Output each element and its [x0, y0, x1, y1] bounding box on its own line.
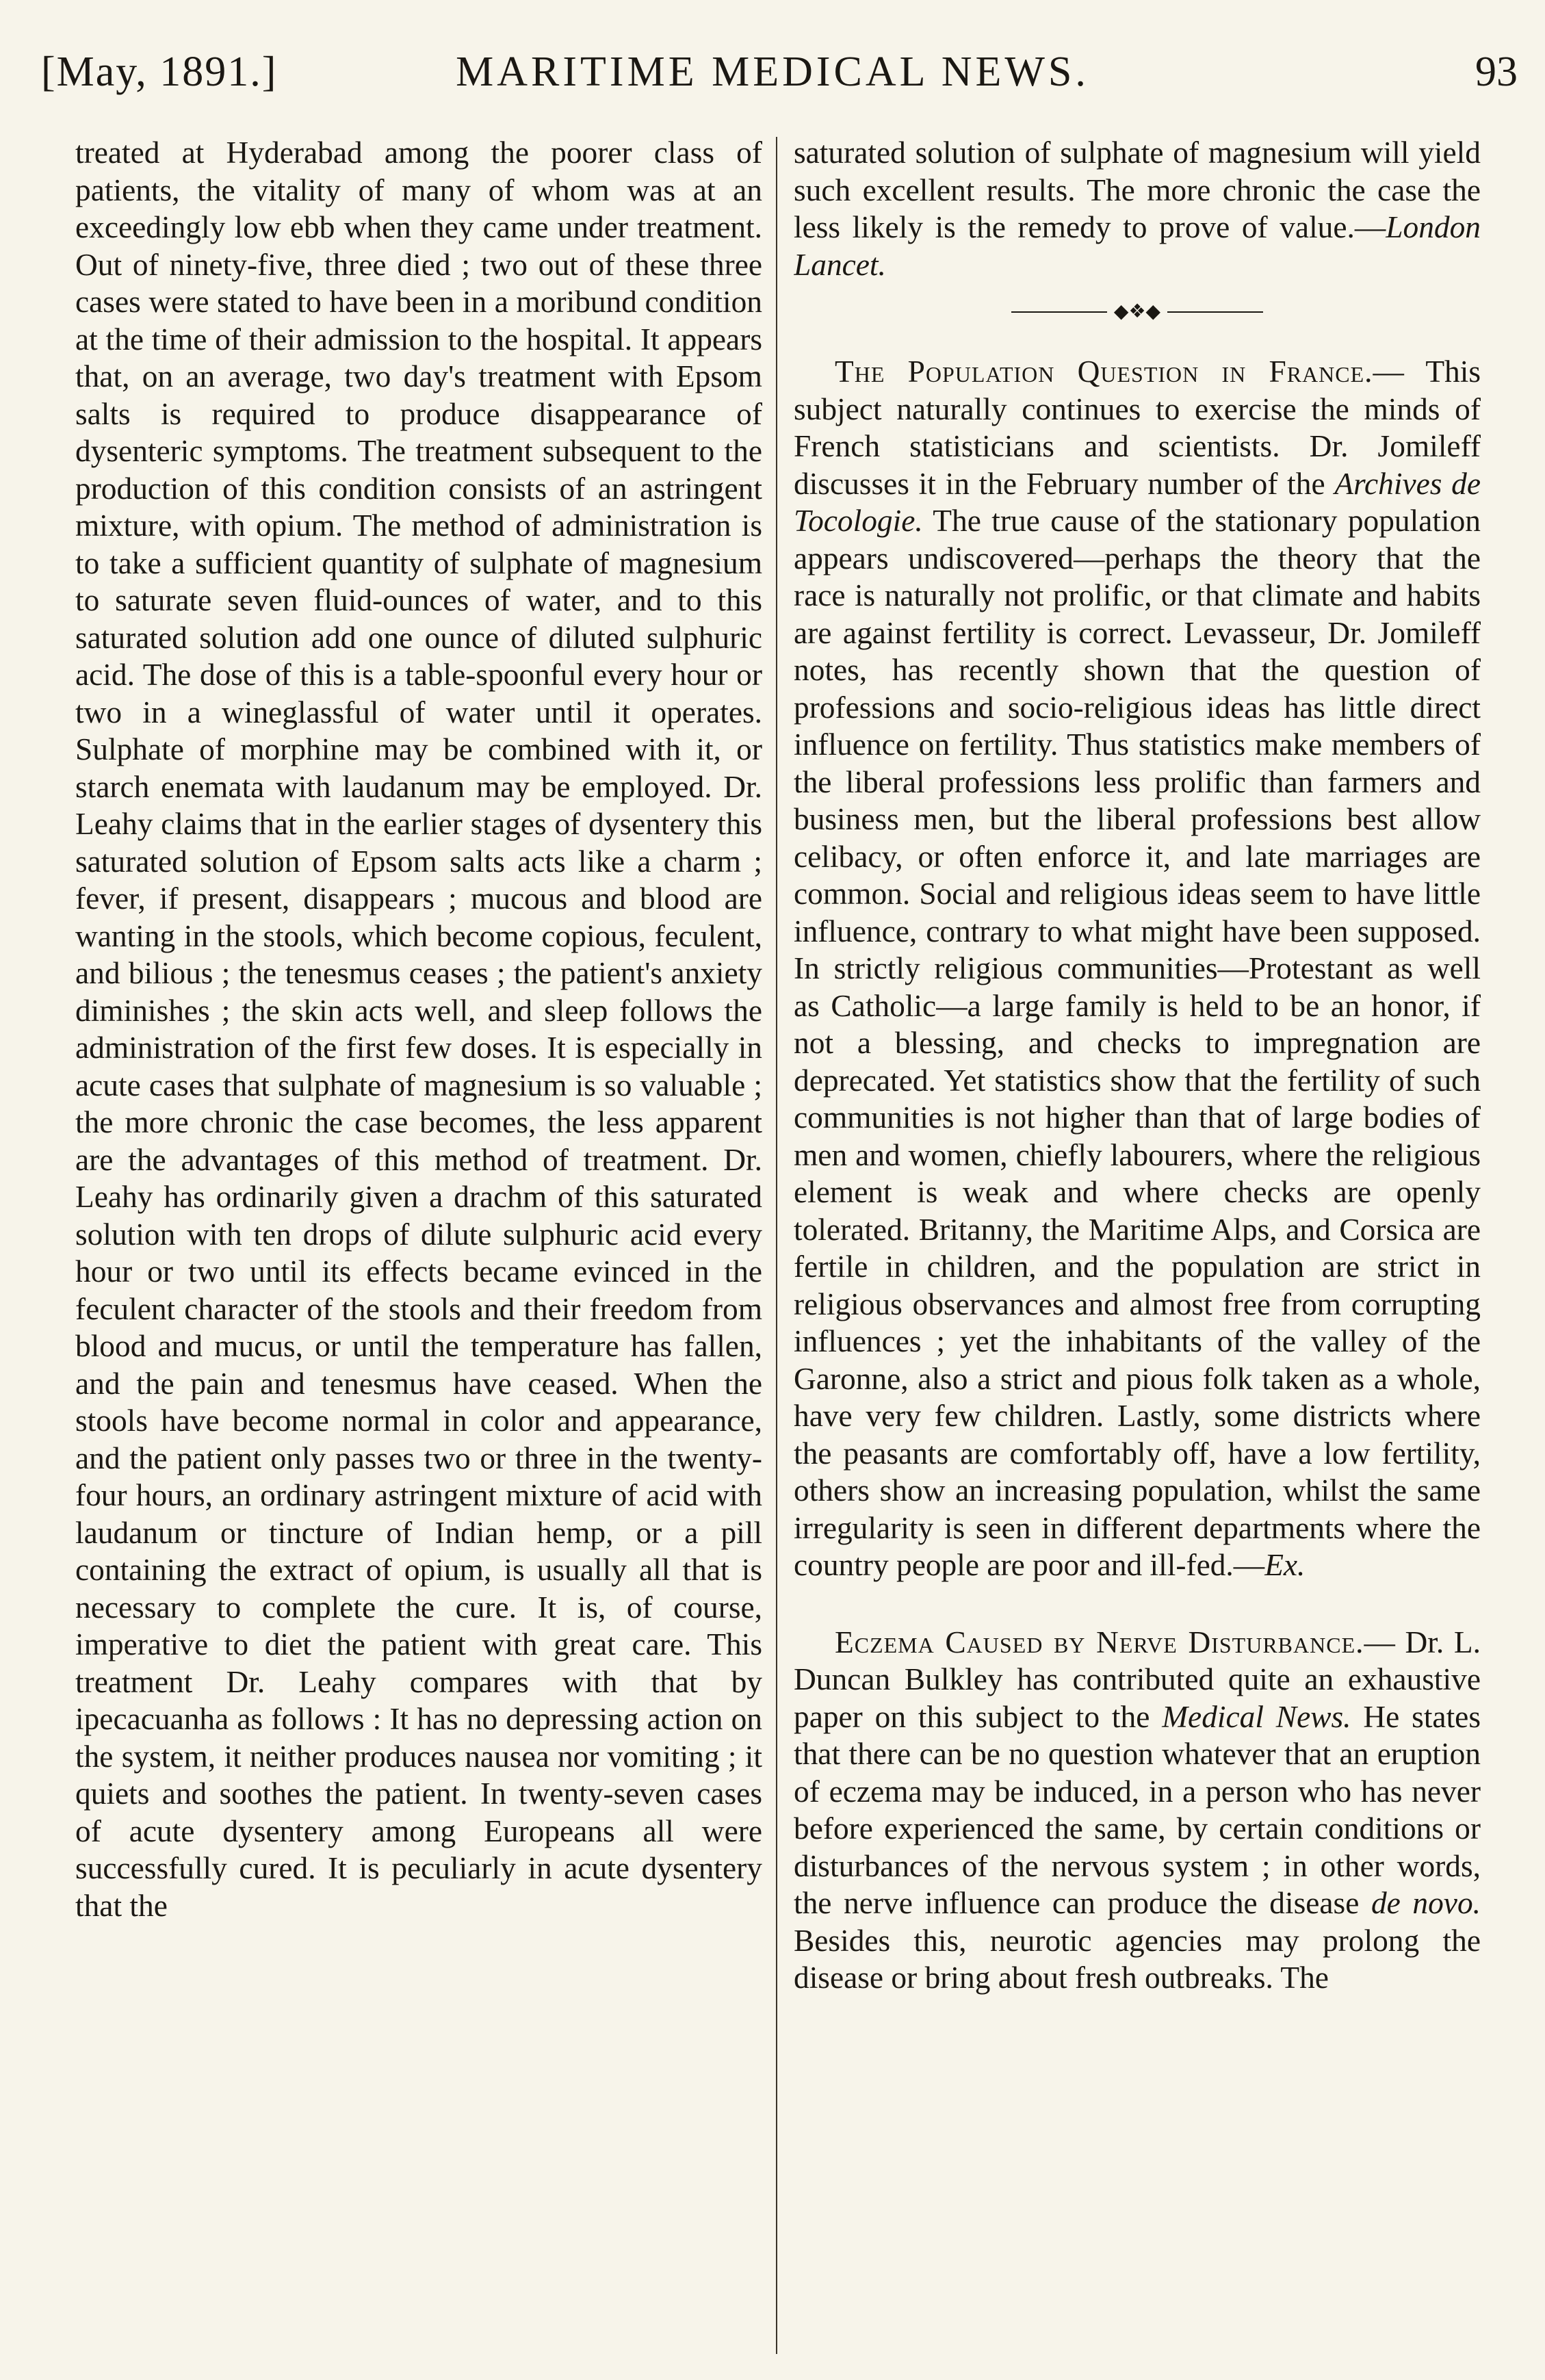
eczema-latin: de novo.	[1371, 1886, 1481, 1920]
eczema-article: Eczema Caused by Nerve Disturbance.— Dr. L. Duncan Bulkley has contributed quite an exhaustive paper on this subject to the Medical News. He states that there can be no question whatever that an eruption of eczema may be induced, in a person who has never before experienced the same, by certain conditions or disturbances of the nervous system ; in other words, the nerve influence can produce the disease de novo. Besides this, neurotic agencies may prolong the disease or bring about fresh outbreaks. The	[794, 1625, 1481, 1995]
eczema-body-a: Dr. L. Duncan Bulkley has contributed quite an exhaustive paper on this subject to the	[794, 1625, 1481, 1734]
column-divider	[776, 137, 777, 2354]
population-body-a: This subject naturally continues to exercise the minds of French statisticians and scientists. Dr. Jomileff discusses it in the February number of the	[794, 354, 1481, 501]
population-journal: Archives de Tocologie.	[794, 466, 1481, 538]
eczema-journal: Medical News.	[1162, 1699, 1351, 1734]
journal-title: MARITIME MEDICAL NEWS.	[456, 49, 1089, 95]
eczema-body-c: Besides this, neurotic agencies may prolong the disease or bring about fresh outbreaks. The	[794, 1923, 1481, 1995]
separator-ornament: ◆❖◆	[1113, 301, 1161, 322]
left-column	[75, 134, 762, 2358]
article-text-left: treated at Hyderabad among the poorer class of patients, the vitality of many of whom was at an exceedingly low ebb when they came under treatment. Out of ninety-five, three died ; two out of these three cases were stated to have been in a moribund condition at the time of their admission to the hospital. It appears that, on an average, two day's treatment with Epsom salts is required to produce disappearance of dysenteric symptoms. The treatment subsequent to the production of this condition consists of an astringent mixture, with opium. The method of administration is to take a sufficient quantity of sulphate of magnesium to saturate seven fluid-ounces of water, and to this saturated solution add one ounce of diluted sulphuric acid. The dose of this is a table-spoonful every hour or two in a wineglassful of water until it operates. Sulphate of morphine may be combined with it, or starch enemata with laudanum may be employed. Dr. Leahy claims that in the earlier stages of dysentery this saturated solution of Epsom salts acts like a charm ; fever, if present, disappears ; mucous and blood are wanting in the stools, which become copious, feculent, and bilious ; the tenesmus ceases ; the patient's anxiety diminishes ; the skin acts well, and sleep follows the administration of the first few doses. It is especially in acute cases that sulphate of magnesium is so valuable ; the more chronic the case becomes, the less apparent are the advantages of this method of treatment. Dr. Leahy has ordinarily given a drachm of this saturated solution with ten drops of dilute sulphuric acid every hour or two until its effects became evinced in the feculent character of the stools and their freedom from blood and mucus, or until the temperature has fallen, and the pain and tenesmus have ceased. When the stools have become normal in color and appearance, and the patient only passes two or three in the twenty-four hours, an ordinary astringent mixture of acid with laudanum or tincture of Indian hemp, or a pill containing the extract of opium, is usually all that is necessary to complete the cure. It is, of course, imperative to diet the patient with great care. This treatment Dr. Leahy compares with that by ipecacuanha as follows : It has no depressing action on the system, it neither produces nausea nor vomiting ; it quiets and soothes the patient. In twenty-seven cases of acute dysentery among Europeans all were successfully cured. It is peculiarly in acute dysentery that the	[75, 135, 762, 1923]
population-article: The Population Question in France.— This subject naturally continues to exercise the minds of French statisticians and scientists. Dr. Jomileff discusses it in the February number of the Archives de Tocologie. The true cause of the stationary population appears undiscovered—perhaps the theory that the race is naturally not prolific, or that climate and habits are against fertility is correct. Levasseur, Dr. Jomileff notes, has recently shown that the question of professions and socio-religious ideas has little direct influence on fertility. Thus statistics make members of the liberal professions less prolific than farmers and business men, but the liberal professions best allow celibacy, or often enforce it, and late marriages are common. Social and religious ideas seem to have little influence, contrary to what might have been supposed. In strictly religious communities—Protestant as well as Catholic—a large family is held to be an honor, if not a blessing, and checks to impregnation are deprecated. Yet statistics show that the fertility of such communities is not higher than that of large bodies of men and women, chiefly labourers, where the religious element is weak and where checks are openly tolerated. Britanny, the Maritime Alps, and Corsica are fertile in children, and the population are strict in religious observances and almost free from corrupting influences ; yet the inhabitants of the valley of the Garonne, also a strict and pious folk taken as a whole, have very few children. Lastly, some districts where the peasants are comfortably off, have a low fertility, others show an increasing population, whilst the same irregularity is seen in different departments where the country people are poor and ill-fed.—Ex.	[794, 354, 1481, 1582]
separator-line-left	[1011, 311, 1107, 313]
continuation-source: London Lancet.	[794, 210, 1481, 282]
separator-line-right	[1167, 311, 1263, 313]
population-source: Ex.	[1264, 1548, 1306, 1582]
eczema-heading: Eczema Caused by Nerve Disturbance.	[835, 1625, 1364, 1659]
eczema-body-b: He states that there can be no question whatever that an eruption of eczema may be induced, in a person who has never before experienced the same, by certain conditions or disturbances of the nervous system ; in other words, the nerve influence can produce the disease	[794, 1699, 1481, 1920]
continuation-text: saturated solution of sulphate of magnesium will yield such excellent results. The more chronic the case the less likely is the remedy to prove of value.	[794, 135, 1481, 244]
page-number: 93	[1475, 49, 1518, 95]
population-heading: The Population Question in France.	[835, 354, 1373, 389]
continuation-paragraph: saturated solution of sulphate of magnesium will yield such excellent results. The more chronic the case the less likely is the remedy to prove of value.—London Lancet.	[794, 135, 1481, 282]
section-separator	[794, 283, 1481, 341]
population-body-b: The true cause of the stationary population appears undiscovered—perhaps the theory that the race is naturally not prolific, or that climate and habits are against fertility is correct. Levasseur, Dr. Jomileff notes, has recently shown that the question of professions and socio-religious ideas has little direct influence on fertility. Thus statistics make members of the liberal professions less prolific than farmers and business men, but the liberal professions best allow celibacy, or often enforce it, and late marriages are common. Social and religious ideas seem to have little influence, contrary to what might have been supposed. In strictly religious communities—Protestant as well as Catholic—a large family is held to be an honor, if not a blessing, and checks to impregnation are deprecated. Yet statistics show that the fertility of such communities is not higher than that of large bodies of men and women, chiefly labourers, where the religious element is weak and where checks are openly tolerated. Britanny, the Maritime Alps, and Corsica are fertile in children, and the population are strict in religious observances and almost free from corrupting influences ; yet the inhabitants of the valley of the Garonne, also a strict and pious folk taken as a whole, have very few children. Lastly, some districts where the peasants are comfortably off, have a low fertility, others show an increasing population, whilst the same irregularity is seen in different departments where the country people are poor and ill-fed.	[794, 504, 1481, 1582]
right-column	[794, 134, 1481, 2358]
issue-date: [May, 1891.]	[41, 49, 278, 95]
